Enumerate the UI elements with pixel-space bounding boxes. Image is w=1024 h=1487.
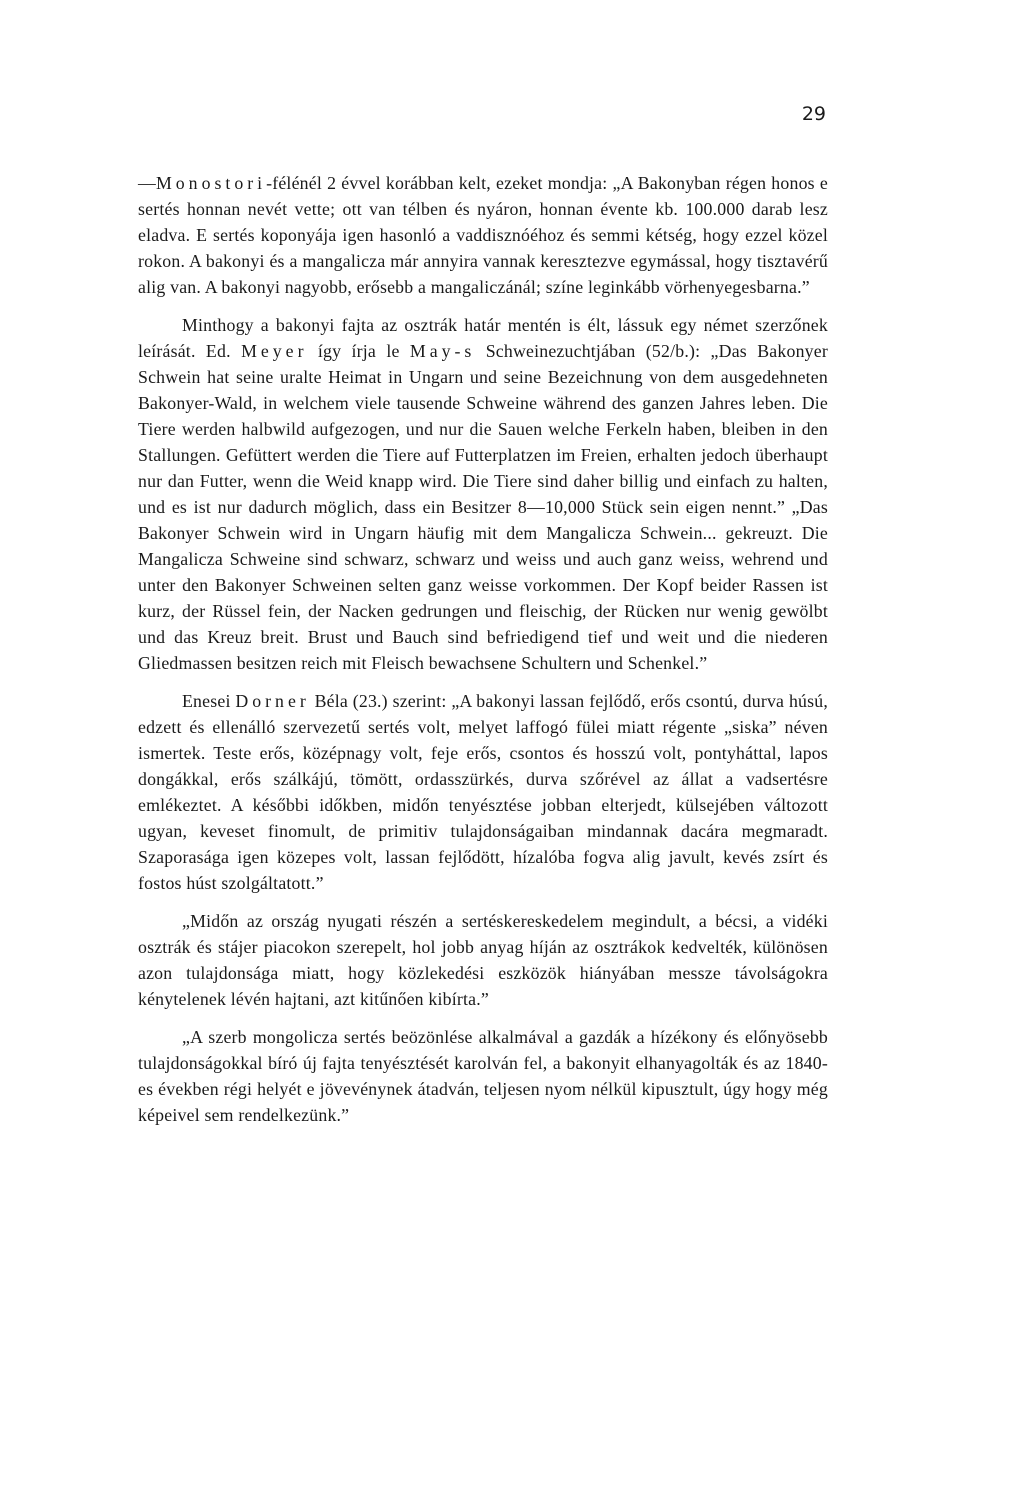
paragraph-5-text: „A szerb mongolicza sertés beözönlése alkalmával a gazdák a hízékony és előnyösebb tulajdonságokkal bíró új fajta tenyésztését karolván fel, a bakonyit elhanyagolták és az 1840-es években régi helyét e jövevénynek átadván, teljesen nyom nélkül kipusztult, úgy hogy még képeivel sem rendelkezünk.” <box>138 1027 828 1125</box>
paragraph-3 <box>138 688 828 896</box>
body-text <box>138 170 828 1128</box>
paragraph-1-dash: — <box>138 173 156 193</box>
author-name-meyer: Meyer <box>241 341 308 361</box>
paragraph-2-part3: Schweinezuchtjában (52/b.): „Das Bakonyer Schwein hat seine uralte Heimat in Ungarn und seine Bezeichnung von dem ausgedehneten Bakonyer-Wald, in welchem viele tausende Schweine während des ganzen Jahres leben. Die Tiere werden halbwild aufgezogen, und nur die Sauen welche Ferkeln haben, bleiben in den Stallungen. Gefüttert werden die Tiere auf Futterplatzen im Freien, erhalten jedoch überhaupt nur dan Futter, wenn die Weid knapp wird. Die Tiere sind daher billig und einfach zu halten, und es ist nur dadurch möglich, dass ein Besitzer 8—10,000 Stück sein eigen nennt.” „Das Bakonyer Schwein wird in Ungarn häufig mit dem Mangalicza Schwein... gekreuzt. Die Mangalicza Schweine sind schwarz, schwarz und weiss und auch ganz weiss, wehrend und unter den Bakonyer Schweinen selten ganz weisse vorkommen. Der Kopf beider Rassen ist kurz, der Rüssel fein, der Nacken gedrungen und fleischig, der Rücken nur wenig gewölbt und das Kreuz breit. Brust und Bauch sind befriedigend tief und weit und die niederen Gliedmassen besitzen reich mit Fleisch bewachsene Schultern und Schenkel.” <box>138 341 828 673</box>
paragraph-3-part1: Enesei <box>182 691 231 711</box>
paragraph-2-part1: Minthogy a bakonyi fajta az osztrák határ mentén is élt, lássuk egy német szerzőnek leírását. Ed. <box>138 315 828 361</box>
author-name-dorner: Dorner <box>235 691 310 711</box>
paragraph-3-part2: Béla (23.) szerint: „A bakonyi lassan fejlődő, erős csontú, durva húsú, edzett és ellenálló szervezetű sertés volt, melyet laffogó fülei miatt régente „siska” néven ismertek. Teste erős, középnagy volt, feje erős, csontos és hosszú volt, pontyháttal, lapos dongákkal, erős szálkájú, tömött, ordasszürkés, durva szőrével az állat a vadsertésre emlékeztet. A későbbi időkben, midőn tenyésztése jobban elterjedt, külsejében változott ugyan, keveset finomult, de primitiv tulajdonságaiban mindannak dacára megmaradt. Szaporasága igen közepes volt, lassan fejlődött, hízalóba fogva alig javult, kevés zsírt és fostos húst szolgáltatott.” <box>138 691 828 893</box>
paragraph-1 <box>138 170 828 300</box>
author-name-may: May-s <box>409 341 476 361</box>
paragraph-4 <box>138 908 828 1012</box>
paragraph-2 <box>138 312 828 676</box>
paragraph-2-part2: így írja le <box>317 341 400 361</box>
paragraph-5 <box>138 1024 828 1128</box>
page-number: 29 <box>801 103 826 125</box>
paragraph-1-text: -félénél 2 évvel korábban kelt, ezeket mondja: „A Bakonyban régen honos e sertés honnan nevét vette; ott van télben és nyáron, honnan évente kb. 100.000 darab lesz eladva. E sertés koponyája igen hasonló a vaddisznóéhoz és semmi kétség, hogy ezzel közel rokon. A bakonyi és a mangalicza már annyira vannak keresztezve egymással, hogy tisztavérű alig van. A bakonyi nagyobb, erősebb a mangaliczánál; színe leginkább vörhenyegesbarna.” <box>138 173 828 297</box>
paragraph-4-text: „Midőn az ország nyugati részén a sertéskereskedelem megindult, a bécsi, a vidéki osztrák és stájer piacokon szerepelt, hol jobb anyag híján az osztrákok kedvelték, különösen azon tulajdonsága miatt, hogy közlekedési eszközök hiányában messze távolságokra kénytelenek lévén hajtani, azt kitűnően kibírta.” <box>138 911 828 1009</box>
author-name-monostori: Monostori <box>155 173 267 193</box>
